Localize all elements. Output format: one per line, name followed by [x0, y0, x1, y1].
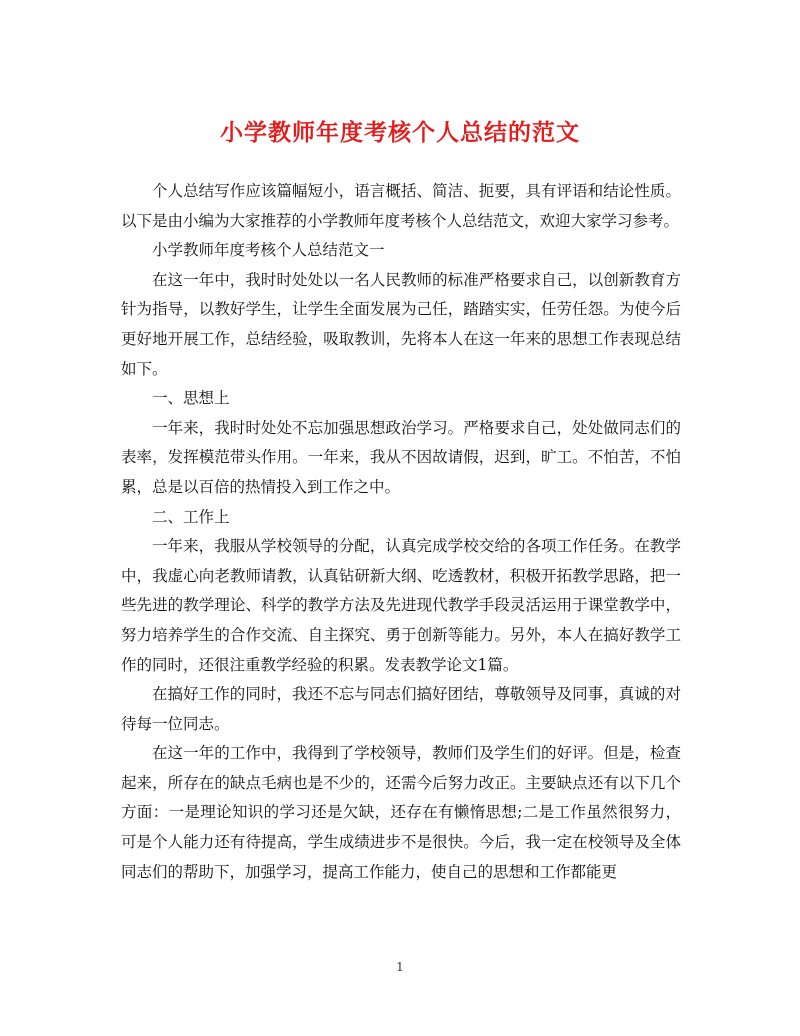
paragraph-overview: 在这一年中，我时时处处以一名人民教师的标准严格要求自己，以创新教育方针为指导，以教好学生，让学生全面发展为己任，踏踏实实，任劳任怨。为使今后更好地开展工作，总结经验，吸取教训，先将本人在这一年来的思想工作表现总结如下。 [121, 270, 681, 378]
paragraph-unity: 在搞好工作的同时，我还不忘与同志们搞好团结，尊敬领导及同事，真诚的对待每一位同志。 [121, 685, 681, 733]
document-title: 小学教师年度考核个人总结的范文 [220, 120, 580, 146]
paragraph-shortcomings: 在这一年的工作中，我得到了学校领导，教师们及学生们的好评。但是，检查起来，所存在的缺点毛病也是不少的，还需今后努力改正。主要缺点还有以下几个方面：一是理论知识的学习还是欠缺，还存在有懒惰思想;二是工作虽然很努力，可是个人能力还有待提高，学生成绩进步不是很快。今后，我一定在校领导及全体同志们的帮助下，加强学习，提高工作能力，使自己的思想和工作都能更 [121, 744, 681, 881]
paragraph-thought: 一年来，我时时处处不忘加强思想政治学习。严格要求自己，处处做同志们的表率，发挥模范带头作用。一年来，我从不因故请假，迟到，旷工。不怕苦，不怕累，总是以百倍的热情投入到工作之中。 [121, 418, 681, 496]
section-heading-work: 二、工作上 [152, 507, 230, 526]
section-heading-thought: 一、思想上 [152, 389, 230, 408]
paragraph-intro: 个人总结写作应该篇幅短小，语言概括、简洁、扼要，具有评语和结论性质。以下是由小编为大家推荐的小学教师年度考核个人总结范文，欢迎大家学习参考。 [121, 182, 681, 230]
paragraph-work: 一年来，我服从学校领导的分配，认真完成学校交给的各项工作任务。在教学中，我虚心向老教师请教，认真钻研新大纲、吃透教材，积极开拓教学思路，把一些先进的教学理论、科学的教学方法及先进现代教学手段灵活运用于课堂教学中，努力培养学生的合作交流、自主探究、勇于创新等能力。另外，本人在搞好教学工作的同时，还很注重教学经验的积累。发表教学论文1篇。 [121, 537, 681, 674]
page-number: 1 [396, 960, 404, 974]
document-body [121, 177, 681, 887]
section-heading-sample-one: 小学教师年度考核个人总结范文一 [152, 241, 385, 260]
